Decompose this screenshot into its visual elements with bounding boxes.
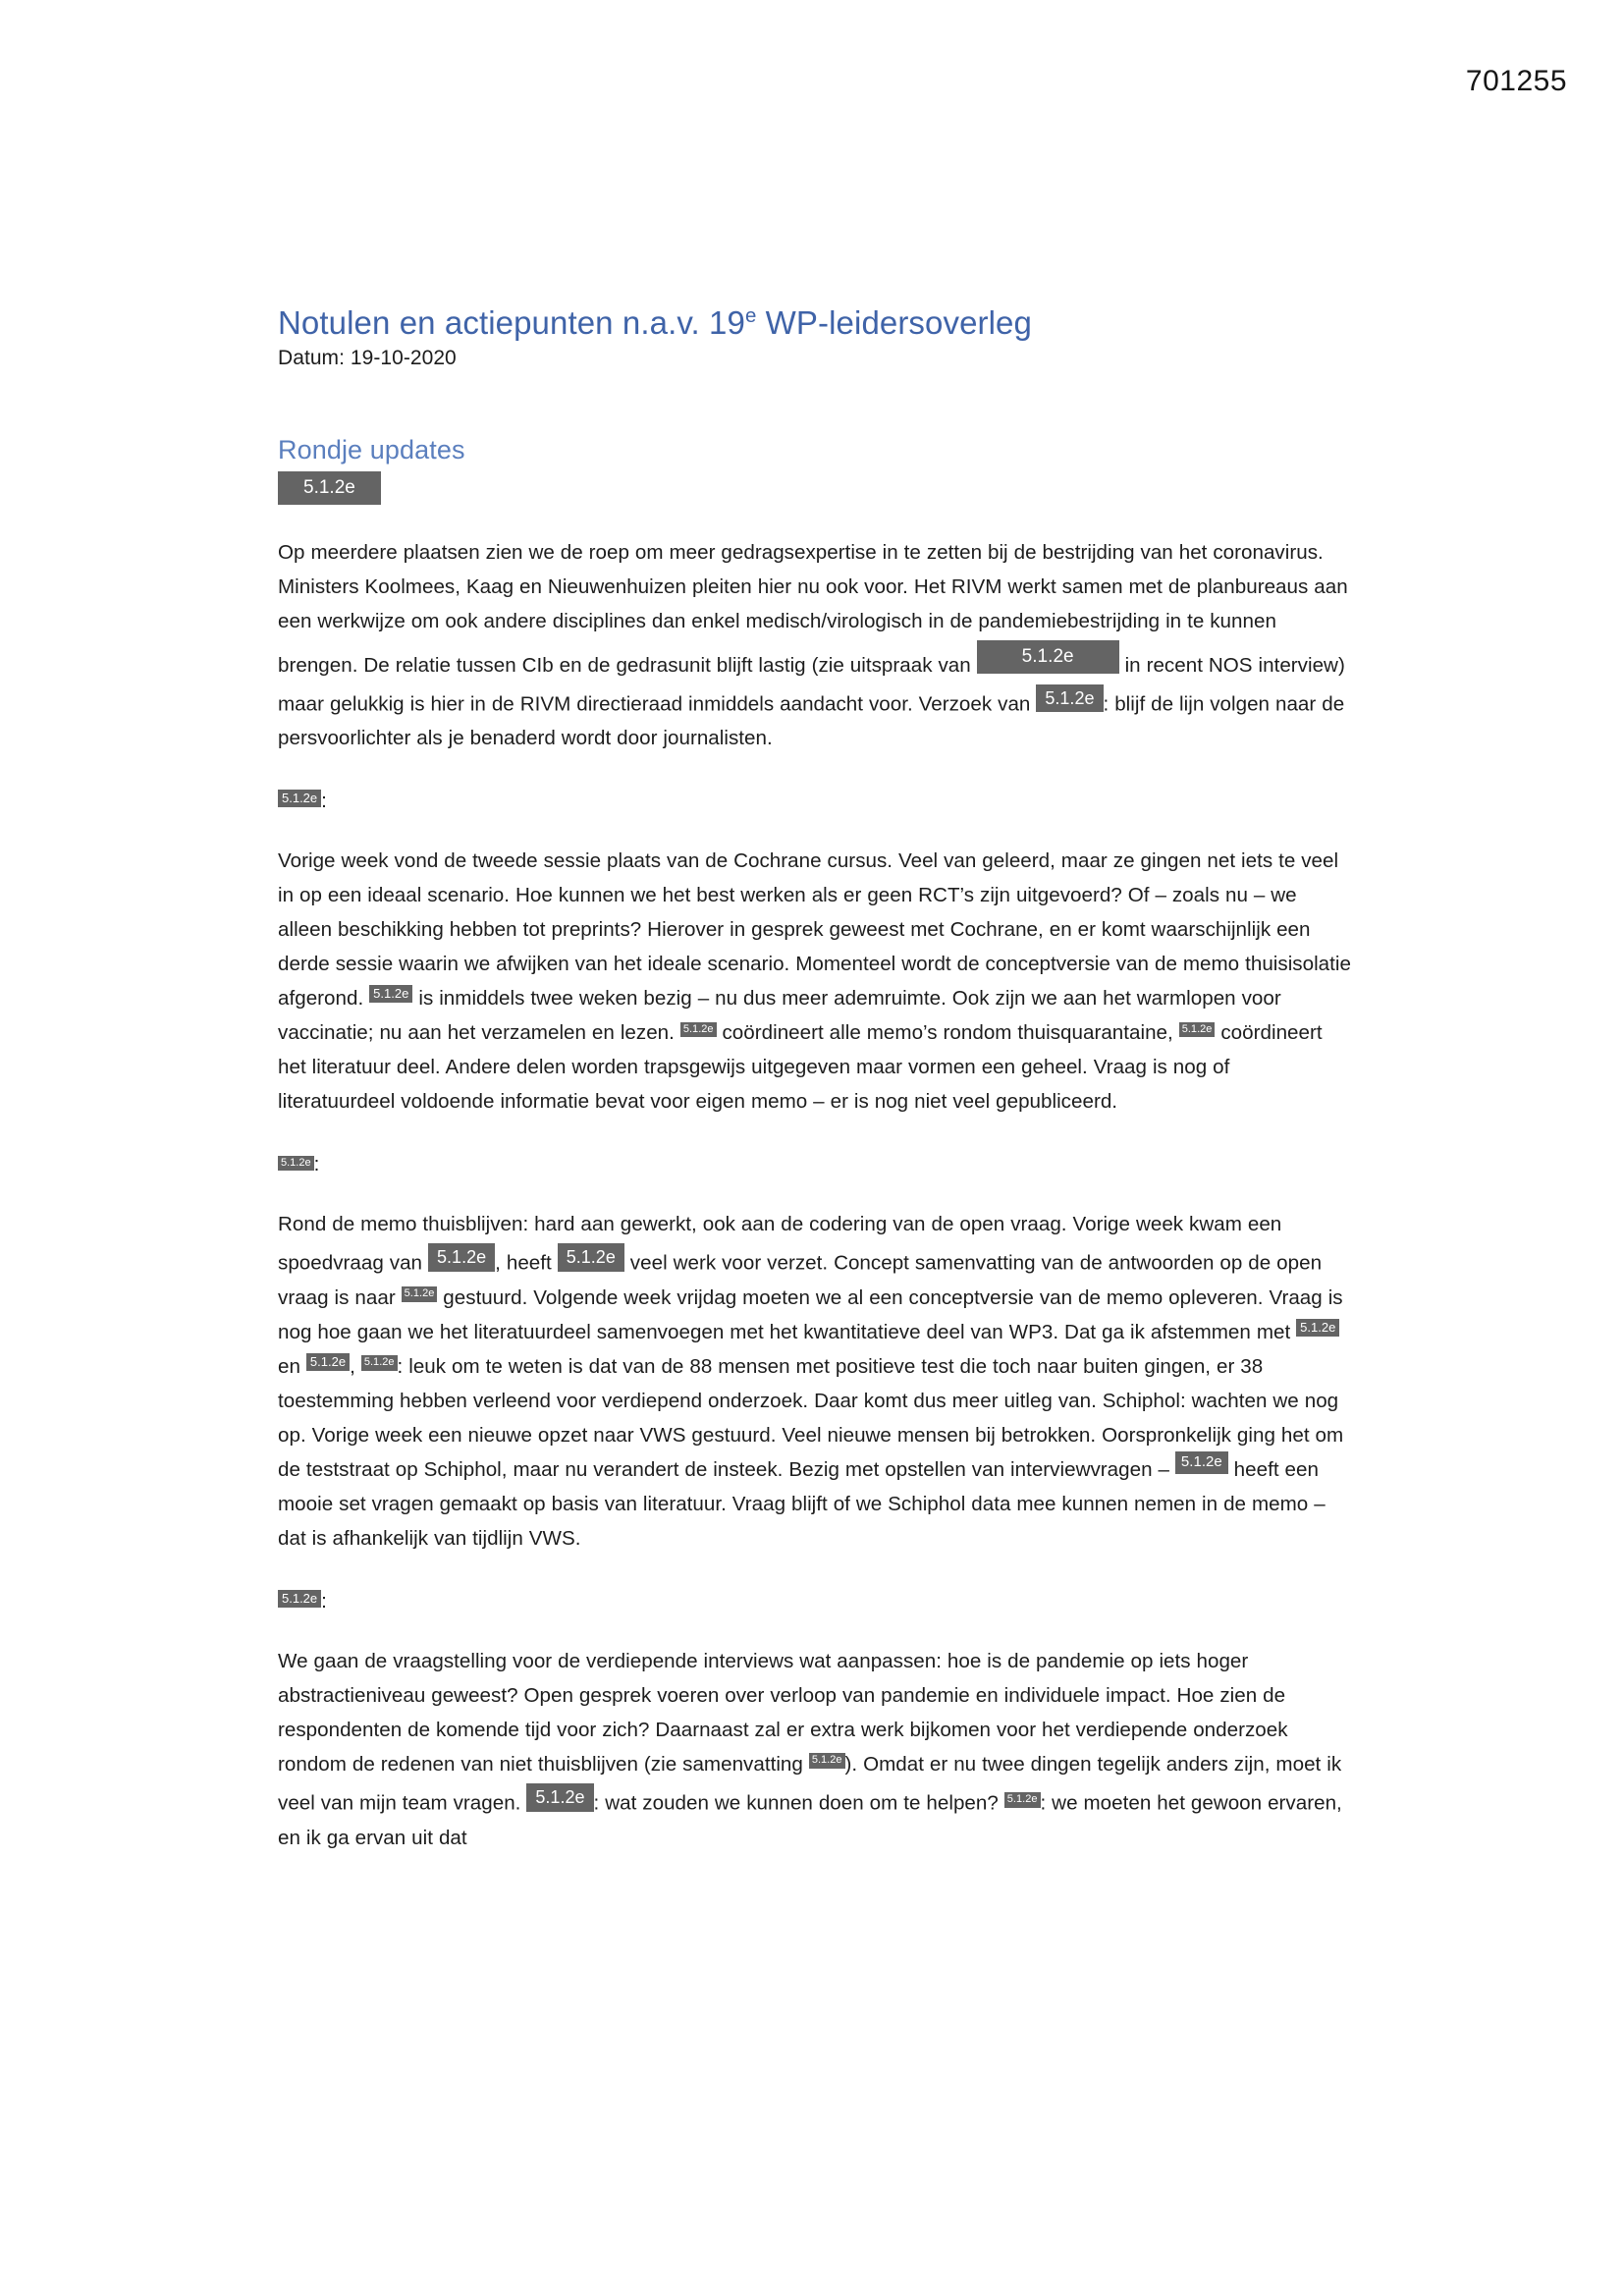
document-body <box>278 304 1351 1885</box>
redaction-box: 5.1.2e <box>1296 1319 1339 1337</box>
speaker-colon: : <box>321 790 327 813</box>
paragraph-2 <box>278 844 1351 1119</box>
page-title-superscript: e <box>744 304 757 327</box>
redaction-box: 5.1.2e <box>977 640 1119 674</box>
redaction-box: 5.1.2e <box>402 1286 438 1302</box>
paragraph-text: in recent NOS interview) maar gelukkig is hier in de RIVM directieraad inmiddels aandacht voor. Verzoek van <box>278 653 1345 716</box>
paragraph-text: , <box>350 1355 361 1379</box>
redaction-box: 5.1.2e <box>1036 684 1103 713</box>
redaction-box: 5.1.2e <box>278 471 381 505</box>
redaction-box: 5.1.2e <box>278 1590 321 1608</box>
speaker-colon: : <box>321 1590 327 1613</box>
redaction-box: 5.1.2e <box>526 1783 593 1812</box>
paragraph-text: is inmiddels twee weken bezig – nu dus meer ademruimte. Ook zijn we aan het warmlopen voor vaccinatie; nu aan het verzamelen en lezen. <box>278 987 1281 1045</box>
page-title <box>278 304 1351 343</box>
paragraph-text: Op meerdere plaatsen zien we de roep om meer gedragsexpertise in te zetten bij de bestrijding van het coronavirus. Ministers Koolmees, Kaag en Nieuwenhuizen pleiten hier nu ook voor. Het RIVM werkt samen met de planbureaus aan een werkwijze om ook andere disciplines dan enkel medisch/virologisch in de pandemiebestrijding in te kunnen brengen. De relatie tussen CIb en de gedrasunit blijft lastig (zie uitspraak van <box>278 540 1348 677</box>
paragraph-text: We gaan de vraagstelling voor de verdiepende interviews wat aanpassen: hoe is de pandemie op iets hoger abstractieniveau geweest? Open gesprek voeren over verloop van pandemie en individuele impact. Hoe zien de respondenten de komende tijd voor zich? Daarnaast zal er extra werk bijkomen voor het verdiepende onderzoek rondom de redenen van niet thuisblijven (zie samenvatting <box>278 1650 1288 1777</box>
paragraph-text: ). Omdat er nu twee dingen tegelijk anders zijn, moet ik veel van mijn team vragen. <box>278 1753 1342 1815</box>
paragraph-text: coördineert het literatuur deel. Andere delen worden trapsgewijs uitgegeven maar vormen een geheel. Vraag is nog of literatuurdeel voldoende informatie bevat voor eigen memo – er is nog niet veel gepubliceerd. <box>278 1021 1323 1114</box>
redaction-box: 5.1.2e <box>680 1022 717 1038</box>
speaker-line-2 <box>278 785 1351 818</box>
paragraph-text: : we moeten het gewoon ervaren, en ik ga ervan uit dat <box>278 1791 1342 1849</box>
paragraph-text: gestuurd. Volgende week vrijdag moeten we al een conceptversie van de memo opleveren. Vraag is nog hoe gaan we het literatuurdeel samenvoegen met het kwantitatieve deel van WP3. Dat ga ik afstemmen met <box>278 1286 1343 1344</box>
redaction-box: 5.1.2e <box>558 1243 624 1272</box>
redaction-box: 5.1.2e <box>306 1353 350 1371</box>
redaction-box: 5.1.2e <box>1004 1792 1041 1808</box>
paragraph-text: heeft een mooie set vragen gemaakt op basis van literatuur. Vraag blijft of we Schiphol data mee kunnen nemen in de memo – dat is afhankelijk van tijdlijn VWS. <box>278 1458 1326 1551</box>
paragraph-text: : leuk om te weten is dat van de 88 mensen met positieve test die toch naar buiten gingen, er 38 toestemming hebben verleend voor verdiepend onderzoek. Daar komt dus meer uitleg van. Schiphol: wachten we nog op. Vorige week een nieuwe opzet naar VWS gestuurd. Veel nieuwe mensen bij betrokken. Oorspronkelijk ging het om de teststraat op Schiphol, maar nu verandert de insteek. Bezig met opstellen van interviewvragen – <box>278 1355 1344 1482</box>
paragraph-1 <box>278 535 1351 756</box>
speaker-line-3 <box>278 1148 1351 1181</box>
redaction-box: 5.1.2e <box>428 1243 495 1272</box>
speaker-colon: : <box>313 1153 320 1176</box>
redaction-box: 5.1.2e <box>809 1753 845 1769</box>
paragraph-text: en <box>278 1355 306 1379</box>
paragraph-text: coördineert alle memo’s rondom thuisquarantaine, <box>716 1021 1179 1045</box>
redaction-box: 5.1.2e <box>278 1156 314 1172</box>
paragraph-text: : blijf de lijn volgen naar de persvoorlichter als je benaderd wordt door journalisten. <box>278 692 1345 750</box>
redaction-box: 5.1.2e <box>361 1355 398 1371</box>
page-title-prefix: Notulen en actiepunten n.a.v. 19 <box>278 304 745 341</box>
paragraph-text: veel werk voor verzet. Concept samenvatting van de antwoorden op de open vraag is naar <box>278 1252 1323 1310</box>
page-number: 701255 <box>1465 65 1567 97</box>
paragraph-text: : wat zouden we kunnen doen om te helpen? <box>593 1791 1004 1815</box>
paragraph-text: Vorige week vond de tweede sessie plaats van de Cochrane cursus. Veel van geleerd, maar ze gingen net iets te veel in op een ideaal scenario. Hoe kunnen we het best werken als er geen RCT’s zijn uitgevoerd? Of – zoals nu – we alleen beschikking hebben tot preprints? Hierover in gesprek geweest met Cochrane, en er komt waarschijnlijk een derde sessie waarin we afwijken van het ideale scenario. Momenteel wordt de conceptversie van de memo thuisisolatie afgerond. <box>278 849 1351 1011</box>
paragraph-text: , heeft <box>495 1252 558 1276</box>
redaction-box: 5.1.2e <box>1175 1451 1228 1474</box>
page-title-suffix: WP-leidersoverleg <box>756 304 1032 341</box>
speaker-line-1 <box>278 471 1351 516</box>
paragraph-text: Rond de memo thuisblijven: hard aan gewerkt, ook aan de codering van de open vraag. Vorige week kwam een spoedvraag van <box>278 1213 1282 1276</box>
redaction-box: 5.1.2e <box>1179 1022 1216 1038</box>
document-date: Datum: 19-10-2020 <box>278 346 457 369</box>
redaction-box: 5.1.2e <box>369 985 412 1003</box>
section-heading-rondje-updates: Rondje updates <box>278 434 465 465</box>
speaker-line-4 <box>278 1585 1351 1618</box>
redaction-box: 5.1.2e <box>278 790 321 807</box>
paragraph-4 <box>278 1644 1351 1855</box>
paragraph-3 <box>278 1207 1351 1556</box>
